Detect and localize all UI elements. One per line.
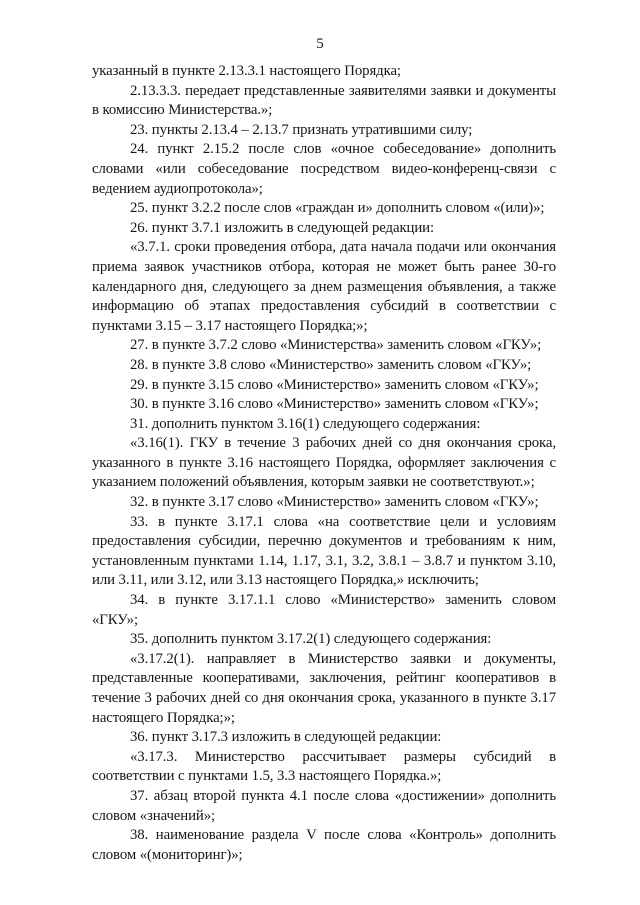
paragraph: 30. в пункте 3.16 слово «Министерство» заменить словом «ГКУ»; [130,396,539,413]
paragraph: 32. в пункте 3.17 слово «Министерство» заменить словом «ГКУ»; [130,494,539,511]
paragraph: 24. пункт 2.15.2 после слов «очное собеседование» дополнить словами «или собеседование посредством видео-конференц-связи с ведением аудиопротокола»; [92,141,556,197]
paragraph: 34. в пункте 3.17.1.1 слово «Министерство» заменить словом «ГКУ»; [92,592,556,628]
paragraph: указанный в пункте 2.13.3.1 настоящего Порядка; [92,63,401,79]
paragraph: «3.16(1). ГКУ в течение 3 рабочих дней со дня окончания срока, указанного в пункте 3.16 настоящего Порядка, оформляет заключения с указанием положений объявления, которым заявки не соответствуют.»; [92,435,556,491]
paragraph: 29. в пункте 3.15 слово «Министерство» заменить словом «ГКУ»; [130,376,539,393]
page-number: 5 [316,36,324,52]
paragraph: 38. наименование раздела V после слова «Контроль» дополнить словом «(мониторинг)»; [92,827,556,863]
paragraph: 2.13.3.3. передает представленные заявителями заявки и документы в комиссию Министерства.»; [92,82,556,119]
paragraph: «3.17.3. Министерство рассчитывает размеры субсидий в соответствии с пунктами 1.5, 3.3 настоящего Порядка.»; [92,748,556,785]
paragraph: 36. пункт 3.17.3 изложить в следующей редакции: [130,729,442,746]
paragraph: «3.7.1. сроки проведения отбора, дата начала подачи или окончания приема заявок участников отбора, которая не может быть ранее 30-го календарного дня, следующего за днем размещения объявления, а также информацию об этапах предоставления субсидий в соответствии с пунктами 3.15 – 3.17 настоящего Порядка;»; [92,239,556,334]
document-body [92,62,556,865]
paragraph: 35. дополнить пунктом 3.17.2(1) следующего содержания: [130,631,492,648]
paragraph: 28. в пункте 3.8 слово «Министерство» заменить словом «ГКУ»; [130,356,532,373]
paragraph: «3.17.2(1). направляет в Министерство заявки и документы, представленные кооперативами, заключения, рейтинг кооперативов в течение 3 рабочих дней со дня окончания срока, указанного в пункте 3.17 настоящего Порядка;»; [92,650,556,726]
paragraph: 26. пункт 3.7.1 изложить в следующей редакции: [130,219,435,236]
paragraph: 25. пункт 3.2.2 после слов «граждан и» дополнить словом «(или)»; [130,200,545,217]
paragraph: 31. дополнить пунктом 3.16(1) следующего содержания: [130,415,481,432]
paragraph: 27. в пункте 3.7.2 слово «Министерства» заменить словом «ГКУ»; [130,337,542,354]
paragraph: 37. абзац второй пункта 4.1 после слова «достижении» дополнить словом «значений»; [92,787,556,824]
paragraph: 33. в пункте 3.17.1 слова «на соответствие цели и условиям предоставления субсидии, перечню документов и требованиям к ним, установленным пунктами 1.14, 1.17, 3.1, 3.2, 3.8.1 – 3.8.7 и пунктом 3.10, или 3.11, или 3.12, или 3.13 настоящего Порядка,» исключить; [92,513,556,589]
paragraph: 23. пункты 2.13.4 – 2.13.7 признать утратившими силу; [130,121,473,138]
